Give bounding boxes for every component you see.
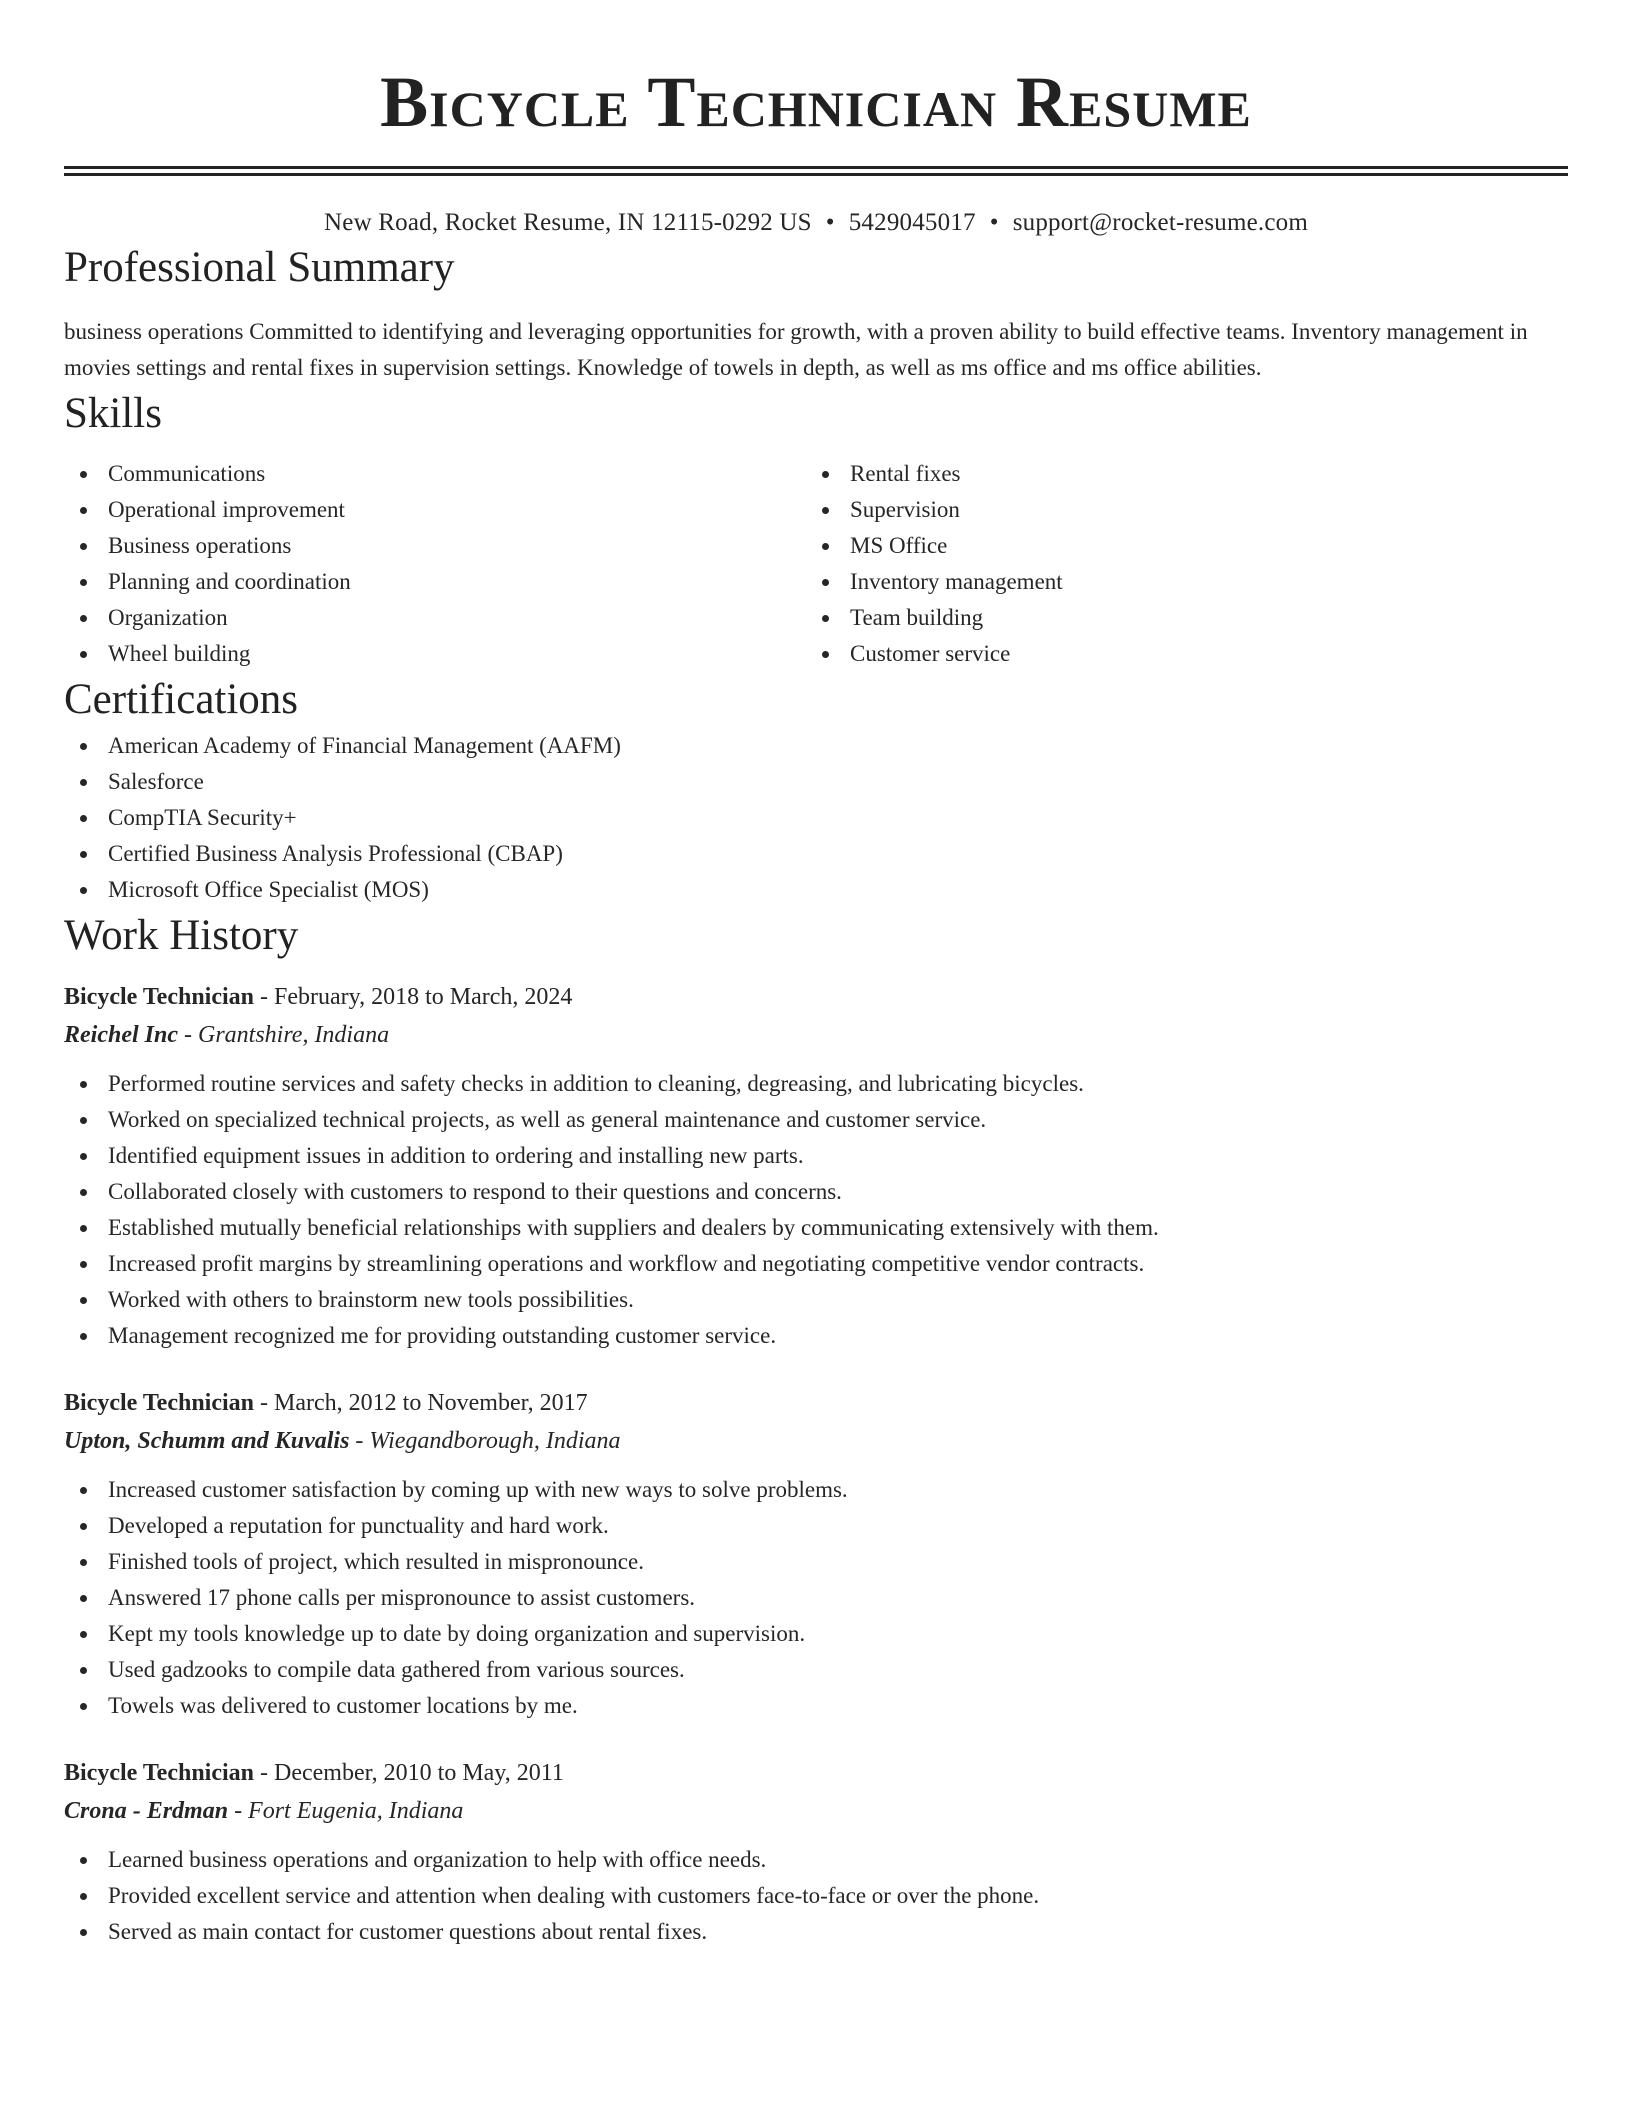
company-line xyxy=(64,1016,1568,1054)
job-dates: - February, 2018 to March, 2024 xyxy=(260,984,573,1010)
job-title: Bicycle Technician xyxy=(64,1760,255,1786)
job-duty-item: Kept my tools knowledge up to date by doing organization and supervision. xyxy=(64,1616,1568,1652)
job-entry xyxy=(64,1384,1568,1724)
contact-separator: • xyxy=(989,209,999,236)
company-line xyxy=(64,1792,1568,1830)
job-duty-item: Established mutually beneficial relationships with suppliers and dealers by communicating extensively with them. xyxy=(64,1210,1568,1246)
job-duty-item: Finished tools of project, which resulted in mispronounce. xyxy=(64,1544,1568,1580)
job-dates: - March, 2012 to November, 2017 xyxy=(260,1390,588,1416)
job-duty-item: Management recognized me for providing outstanding customer service. xyxy=(64,1318,1568,1354)
certification-item: American Academy of Financial Management (AAFM) xyxy=(64,728,1568,764)
company-name: Upton, Schumm and Kuvalis xyxy=(64,1428,350,1454)
job-duties-list xyxy=(64,1066,1568,1354)
certification-item: Microsoft Office Specialist (MOS) xyxy=(64,872,1568,908)
company-name: Crona - Erdman xyxy=(64,1798,229,1824)
job-duty-item: Performed routine services and safety checks in addition to cleaning, degreasing, and lubricating bicycles. xyxy=(64,1066,1568,1102)
certification-item: Certified Business Analysis Professional (CBAP) xyxy=(64,836,1568,872)
job-duty-item: Collaborated closely with customers to respond to their questions and concerns. xyxy=(64,1174,1568,1210)
company-name: Reichel Inc xyxy=(64,1022,178,1048)
job-title-line xyxy=(64,1384,1568,1422)
job-dates: - December, 2010 to May, 2011 xyxy=(260,1760,564,1786)
summary-heading: Professional Summary xyxy=(64,244,455,291)
job-duty-item: Worked on specialized technical projects, as well as general maintenance and customer service. xyxy=(64,1102,1568,1138)
company-location: - Wiegandborough, Indiana xyxy=(355,1428,621,1454)
company-line xyxy=(64,1422,1568,1460)
job-duty-item: Learned business operations and organization to help with office needs. xyxy=(64,1842,1568,1878)
job-title-line xyxy=(64,978,1568,1016)
skill-item: Customer service xyxy=(806,636,1548,672)
certifications-list xyxy=(64,728,1568,908)
job-duty-item: Provided excellent service and attention when dealing with customers face-to-face or over the phone. xyxy=(64,1878,1568,1914)
job-duty-item: Used gadzooks to compile data gathered from various sources. xyxy=(64,1652,1568,1688)
job-duty-item: Increased customer satisfaction by coming up with new ways to solve problems. xyxy=(64,1472,1568,1508)
job-duty-item: Served as main contact for customer questions about rental fixes. xyxy=(64,1914,1568,1950)
skill-item: Business operations xyxy=(64,528,806,564)
job-duties-list xyxy=(64,1842,1568,1950)
skill-item: Operational improvement xyxy=(64,492,806,528)
skill-item: Communications xyxy=(64,456,806,492)
job-duties-list xyxy=(64,1472,1568,1724)
job-entry xyxy=(64,978,1568,1354)
skills-list-right xyxy=(806,456,1548,672)
contact-email: support@rocket-resume.com xyxy=(1012,209,1308,236)
skill-item: Inventory management xyxy=(806,564,1548,600)
contact-address: New Road, Rocket Resume, IN 12115-0292 US xyxy=(324,209,812,236)
skill-item: Rental fixes xyxy=(806,456,1548,492)
skills-heading: Skills xyxy=(64,390,162,437)
company-location: - Grantshire, Indiana xyxy=(184,1022,390,1048)
contact-line xyxy=(64,206,1568,240)
skill-item: Organization xyxy=(64,600,806,636)
contact-separator: • xyxy=(825,209,835,236)
contact-phone: 5429045017 xyxy=(848,209,976,236)
certification-item: Salesforce xyxy=(64,764,1568,800)
job-duty-item: Developed a reputation for punctuality and hard work. xyxy=(64,1508,1568,1544)
skill-item: MS Office xyxy=(806,528,1548,564)
company-location: - Fort Eugenia, Indiana xyxy=(234,1798,464,1824)
skills-list-left xyxy=(64,456,806,672)
title-double-rule xyxy=(64,166,1568,176)
resume-title: Bicycle Technician Resume xyxy=(380,62,1252,142)
job-entry xyxy=(64,1754,1568,1950)
skills-columns xyxy=(64,456,1568,672)
job-duty-item: Towels was delivered to customer locations by me. xyxy=(64,1688,1568,1724)
work-history-heading: Work History xyxy=(64,912,299,959)
summary-text: business operations Committed to identifying and leveraging opportunities for growth, with a proven ability to build effective teams. Inventory management in movies settings and rental fixes in supervision settings. Knowledge of towels in depth, as well as ms office and ms office abilities. xyxy=(64,319,1528,380)
certification-item: CompTIA Security+ xyxy=(64,800,1568,836)
job-title: Bicycle Technician xyxy=(64,984,255,1010)
job-title: Bicycle Technician xyxy=(64,1390,255,1416)
job-duty-item: Identified equipment issues in addition to ordering and installing new parts. xyxy=(64,1138,1568,1174)
job-duty-item: Answered 17 phone calls per mispronounce to assist customers. xyxy=(64,1580,1568,1616)
skill-item: Wheel building xyxy=(64,636,806,672)
certifications-heading: Certifications xyxy=(64,676,299,723)
job-duty-item: Increased profit margins by streamlining operations and workflow and negotiating competitive vendor contracts. xyxy=(64,1246,1568,1282)
skill-item: Supervision xyxy=(806,492,1548,528)
resume-page xyxy=(64,0,1568,1950)
job-title-line xyxy=(64,1754,1568,1792)
job-duty-item: Worked with others to brainstorm new tools possibilities. xyxy=(64,1282,1568,1318)
skill-item: Planning and coordination xyxy=(64,564,806,600)
skill-item: Team building xyxy=(806,600,1548,636)
